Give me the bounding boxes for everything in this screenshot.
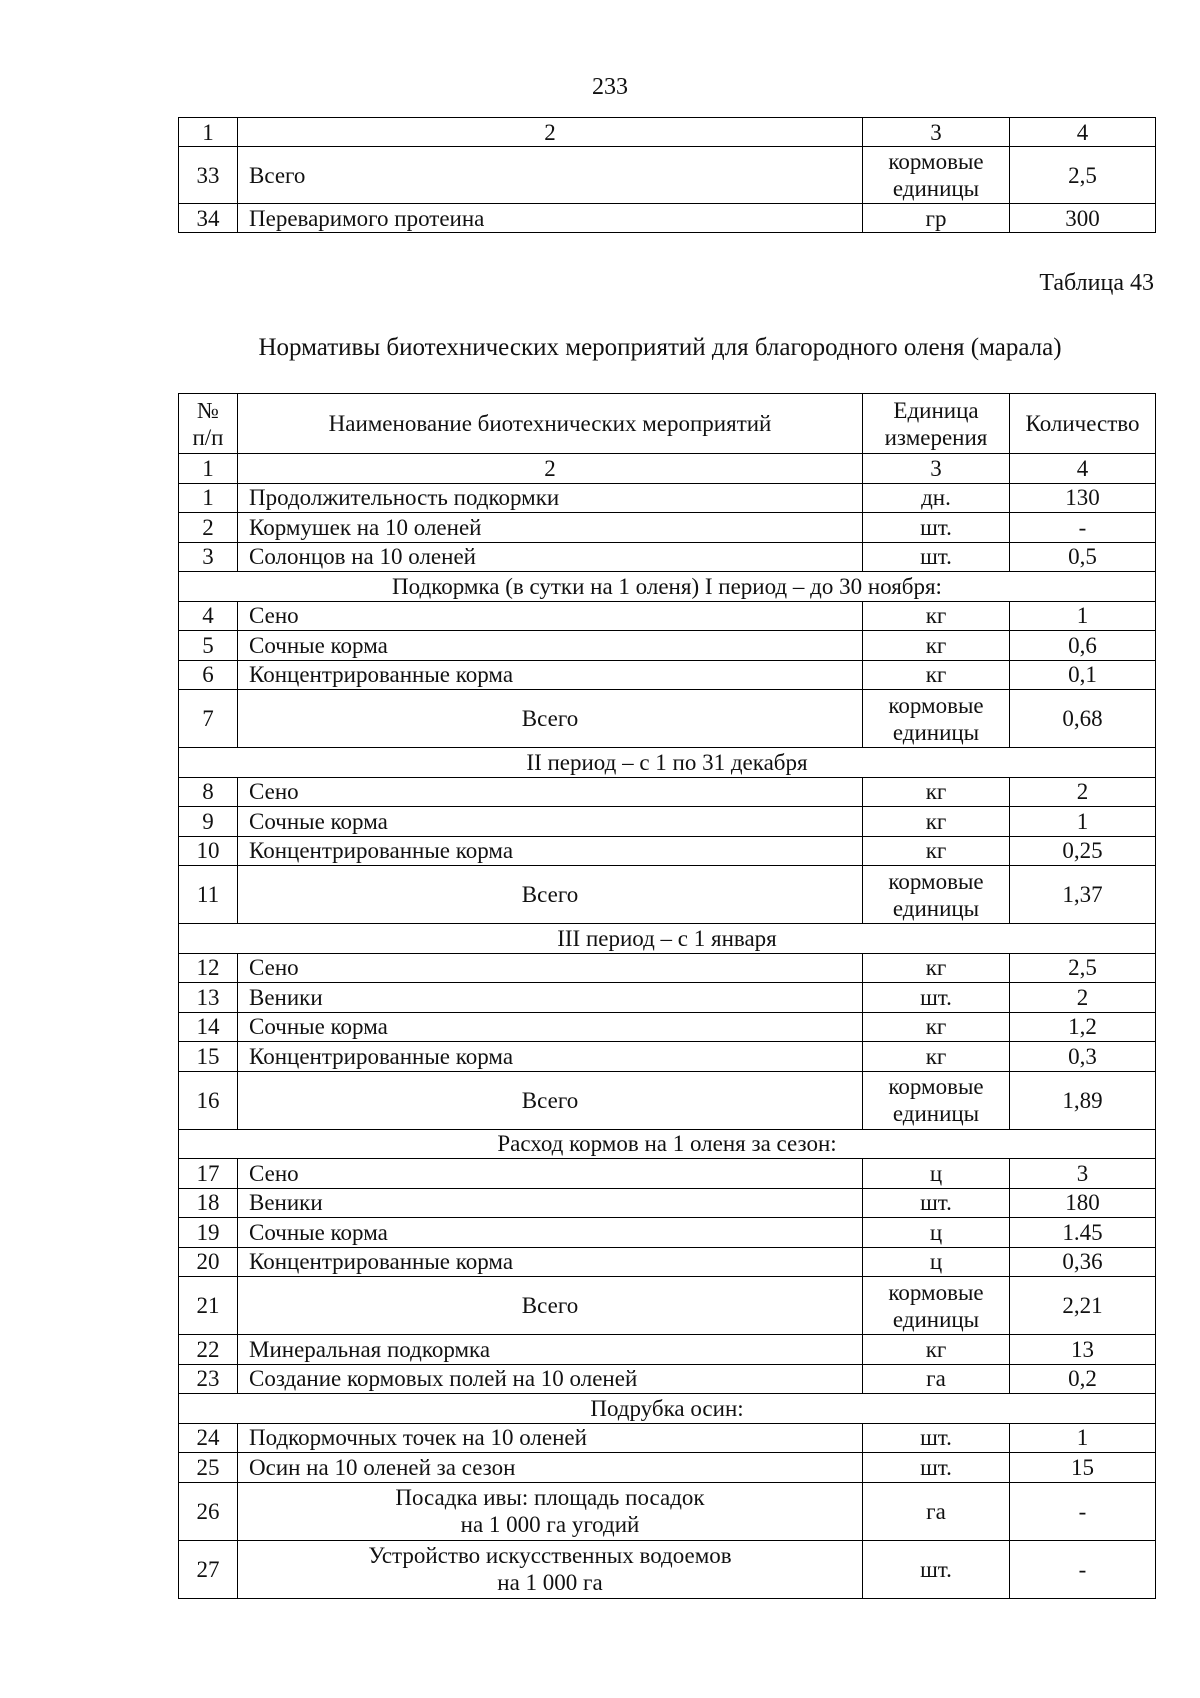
row-name: Сочные корма: [238, 807, 863, 837]
row-unit-line2: единицы: [892, 176, 980, 201]
row-number: 1: [179, 483, 238, 513]
row-name: Всего: [238, 1071, 863, 1129]
row-number: 16: [179, 1071, 238, 1129]
row-quantity: 180: [1010, 1188, 1156, 1218]
table-row: [179, 1423, 1156, 1453]
norms-table: [178, 393, 1156, 1599]
row-unit-line2: единицы: [892, 895, 980, 921]
table-row: [179, 983, 1156, 1013]
row-unit: дн.: [863, 483, 1010, 513]
row-name: Сочные корма: [238, 1218, 863, 1248]
row-unit: кг: [863, 1335, 1010, 1365]
table-row: [179, 1335, 1156, 1365]
row-quantity: 1.45: [1010, 1218, 1156, 1248]
table-row: [179, 1012, 1156, 1042]
row-name: Всего: [238, 1277, 863, 1335]
row-unit: шт.: [863, 983, 1010, 1013]
row-name: Концентрированные корма: [238, 1247, 863, 1277]
section-row: [179, 748, 1156, 778]
row-number: 27: [179, 1540, 238, 1598]
row-unit: га: [863, 1364, 1010, 1394]
header-row: [179, 394, 1156, 454]
row-number: 5: [179, 631, 238, 661]
row-unit-line1: кормовые: [888, 868, 984, 894]
row-unit: кг: [863, 777, 1010, 807]
section-row: [179, 572, 1156, 602]
row-name: Сено: [238, 777, 863, 807]
row-quantity: 0,2: [1010, 1364, 1156, 1394]
row-unit: кг: [863, 1012, 1010, 1042]
table-row: [179, 1364, 1156, 1394]
row-number: 6: [179, 660, 238, 690]
table-row: [179, 542, 1156, 572]
header-num-cell: [179, 394, 238, 454]
section-title: Подрубка осин:: [179, 1394, 1156, 1424]
row-quantity: 2: [1010, 983, 1156, 1013]
row-name: Всего: [238, 866, 863, 924]
row-number: 10: [179, 836, 238, 866]
row-quantity: -: [1010, 1540, 1156, 1598]
header-qty-cell: Количество: [1010, 394, 1156, 454]
row-name: Солонцов на 10 оленей: [238, 542, 863, 572]
row-quantity: 1,2: [1010, 1012, 1156, 1042]
section-row: [179, 1129, 1156, 1159]
section-title: Подкормка (в сутки на 1 оленя) I период – до 30 ноября:: [179, 572, 1156, 602]
row-number: 26: [179, 1482, 238, 1540]
row-number: 19: [179, 1218, 238, 1248]
row-quantity: 130: [1010, 483, 1156, 513]
row-quantity: 3: [1010, 1159, 1156, 1189]
row-name: [238, 1482, 863, 1540]
col-number: 3: [863, 118, 1010, 147]
row-unit: шт.: [863, 1423, 1010, 1453]
table-row: [179, 1277, 1156, 1335]
row-number: 4: [179, 601, 238, 631]
row-name: Сено: [238, 601, 863, 631]
row-number: 22: [179, 1335, 238, 1365]
header-name-cell: Наименование биотехнических мероприятий: [238, 394, 863, 454]
column-numbers-row: [179, 118, 1156, 147]
table-row: [179, 660, 1156, 690]
row-number: 34: [179, 204, 238, 233]
row-quantity: 2: [1010, 777, 1156, 807]
header-num-line1: №: [197, 397, 219, 423]
row-name: Кормушек на 10 оленей: [238, 513, 863, 543]
row-quantity: 1,89: [1010, 1071, 1156, 1129]
row-name: Переваримого протеина: [238, 204, 863, 233]
row-quantity: 1,37: [1010, 866, 1156, 924]
row-number: 14: [179, 1012, 238, 1042]
row-name: Сочные корма: [238, 1012, 863, 1042]
table-row: [179, 690, 1156, 748]
row-unit: [863, 866, 1010, 924]
row-quantity: 0,36: [1010, 1247, 1156, 1277]
row-name: Веники: [238, 983, 863, 1013]
row-quantity: 0,5: [1010, 542, 1156, 572]
row-quantity: 0,6: [1010, 631, 1156, 661]
row-name: Сочные корма: [238, 631, 863, 661]
table-row: [179, 1042, 1156, 1072]
row-number: 9: [179, 807, 238, 837]
row-unit: [863, 690, 1010, 748]
row-name: Концентрированные корма: [238, 1042, 863, 1072]
row-unit: шт.: [863, 513, 1010, 543]
table-row: [179, 631, 1156, 661]
row-unit: шт.: [863, 1540, 1010, 1598]
header-unit-line1: Единица: [893, 397, 979, 423]
row-unit: шт.: [863, 542, 1010, 572]
row-name: Продолжительность подкормки: [238, 483, 863, 513]
row-unit-line1: кормовые: [888, 149, 984, 174]
continuation-table: [178, 117, 1156, 233]
row-number: 11: [179, 866, 238, 924]
row-quantity: -: [1010, 513, 1156, 543]
row-number: 20: [179, 1247, 238, 1277]
row-number: 15: [179, 1042, 238, 1072]
row-unit: ц: [863, 1159, 1010, 1189]
row-unit: [863, 1071, 1010, 1129]
row-number: 17: [179, 1159, 238, 1189]
row-unit: кг: [863, 631, 1010, 661]
row-name: Веники: [238, 1188, 863, 1218]
row-unit: [863, 147, 1010, 204]
section-title: II период – с 1 по 31 декабря: [179, 748, 1156, 778]
row-unit: кг: [863, 601, 1010, 631]
col-number: 4: [1010, 118, 1156, 147]
row-name: Концентрированные корма: [238, 836, 863, 866]
table-row: [179, 1482, 1156, 1540]
table-row: [179, 1453, 1156, 1483]
row-quantity: -: [1010, 1482, 1156, 1540]
section-title: III период – с 1 января: [179, 924, 1156, 954]
row-quantity: 2,5: [1010, 953, 1156, 983]
row-name: Всего: [238, 147, 863, 204]
table-row: [179, 1540, 1156, 1598]
col-number: 2: [238, 118, 863, 147]
row-unit-line2: единицы: [892, 1306, 980, 1332]
row-quantity: 0,25: [1010, 836, 1156, 866]
row-unit-line1: кормовые: [888, 1074, 984, 1099]
row-name: Сено: [238, 953, 863, 983]
table-row: [179, 204, 1156, 233]
row-number: 24: [179, 1423, 238, 1453]
row-unit: кг: [863, 807, 1010, 837]
table-row: [179, 953, 1156, 983]
row-unit: [863, 1277, 1010, 1335]
row-name: Концентрированные корма: [238, 660, 863, 690]
row-quantity: 2,5: [1010, 147, 1156, 204]
row-unit: кг: [863, 1042, 1010, 1072]
row-unit: ц: [863, 1218, 1010, 1248]
section-row: [179, 924, 1156, 954]
row-number: 2: [179, 513, 238, 543]
row-number: 3: [179, 542, 238, 572]
table-label: Таблица 43: [1039, 270, 1154, 296]
row-quantity: 0,68: [1010, 690, 1156, 748]
row-unit: кг: [863, 660, 1010, 690]
row-name-line2: на 1 000 га: [497, 1570, 603, 1595]
row-quantity: 300: [1010, 204, 1156, 233]
row-quantity: 2,21: [1010, 1277, 1156, 1335]
row-number: 12: [179, 953, 238, 983]
table-row: [179, 147, 1156, 204]
section-row: [179, 1394, 1156, 1424]
header-unit-line2: измерения: [884, 424, 988, 450]
table-row: [179, 513, 1156, 543]
table-row: [179, 601, 1156, 631]
table-row: [179, 807, 1156, 837]
row-unit-line2: единицы: [892, 1101, 980, 1126]
row-unit: кг: [863, 836, 1010, 866]
row-number: 33: [179, 147, 238, 204]
row-number: 7: [179, 690, 238, 748]
table-row: [179, 1071, 1156, 1129]
table-row: [179, 483, 1156, 513]
table-title: Нормативы биотехнических мероприятий для благородного оленя (марала): [258, 334, 1062, 361]
row-number: 18: [179, 1188, 238, 1218]
col-number: 2: [238, 454, 863, 484]
row-quantity: 0,1: [1010, 660, 1156, 690]
row-quantity: 0,3: [1010, 1042, 1156, 1072]
table-row: [179, 1159, 1156, 1189]
col-number: 1: [179, 454, 238, 484]
row-unit: га: [863, 1482, 1010, 1540]
row-name-line1: Посадка ивы: площадь посадок: [395, 1485, 705, 1510]
row-quantity: 1: [1010, 1423, 1156, 1453]
column-numbers-row: [179, 454, 1156, 484]
section-title: Расход кормов на 1 оленя за сезон:: [179, 1129, 1156, 1159]
col-number: 4: [1010, 454, 1156, 484]
header-num-line2: п/п: [192, 424, 224, 450]
header-unit-cell: [863, 394, 1010, 454]
table-row: [179, 1188, 1156, 1218]
table-row: [179, 1247, 1156, 1277]
row-name: Всего: [238, 690, 863, 748]
row-number: 8: [179, 777, 238, 807]
row-unit: гр: [863, 204, 1010, 233]
table-row: [179, 777, 1156, 807]
row-number: 21: [179, 1277, 238, 1335]
row-number: 25: [179, 1453, 238, 1483]
table-row: [179, 866, 1156, 924]
table-row: [179, 836, 1156, 866]
col-number: 3: [863, 454, 1010, 484]
row-name-line2: на 1 000 га угодий: [460, 1512, 640, 1537]
row-unit: ц: [863, 1247, 1010, 1277]
row-name: Создание кормовых полей на 10 оленей: [238, 1364, 863, 1394]
row-unit-line2: единицы: [892, 719, 980, 745]
row-unit-line1: кормовые: [888, 692, 984, 718]
row-number: 23: [179, 1364, 238, 1394]
table-row: [179, 1218, 1156, 1248]
row-name: Сено: [238, 1159, 863, 1189]
row-unit-line1: кормовые: [888, 1279, 984, 1305]
col-number: 1: [179, 118, 238, 147]
row-quantity: 13: [1010, 1335, 1156, 1365]
row-name: Минеральная подкормка: [238, 1335, 863, 1365]
row-unit: кг: [863, 953, 1010, 983]
row-name: [238, 1540, 863, 1598]
row-quantity: 1: [1010, 601, 1156, 631]
row-unit: шт.: [863, 1188, 1010, 1218]
row-name-line1: Устройство искусственных водоемов: [368, 1543, 732, 1568]
row-quantity: 1: [1010, 807, 1156, 837]
row-unit: шт.: [863, 1453, 1010, 1483]
page-number: 233: [592, 74, 628, 100]
row-name: Подкормочных точек на 10 оленей: [238, 1423, 863, 1453]
row-quantity: 15: [1010, 1453, 1156, 1483]
row-name: Осин на 10 оленей за сезон: [238, 1453, 863, 1483]
row-number: 13: [179, 983, 238, 1013]
